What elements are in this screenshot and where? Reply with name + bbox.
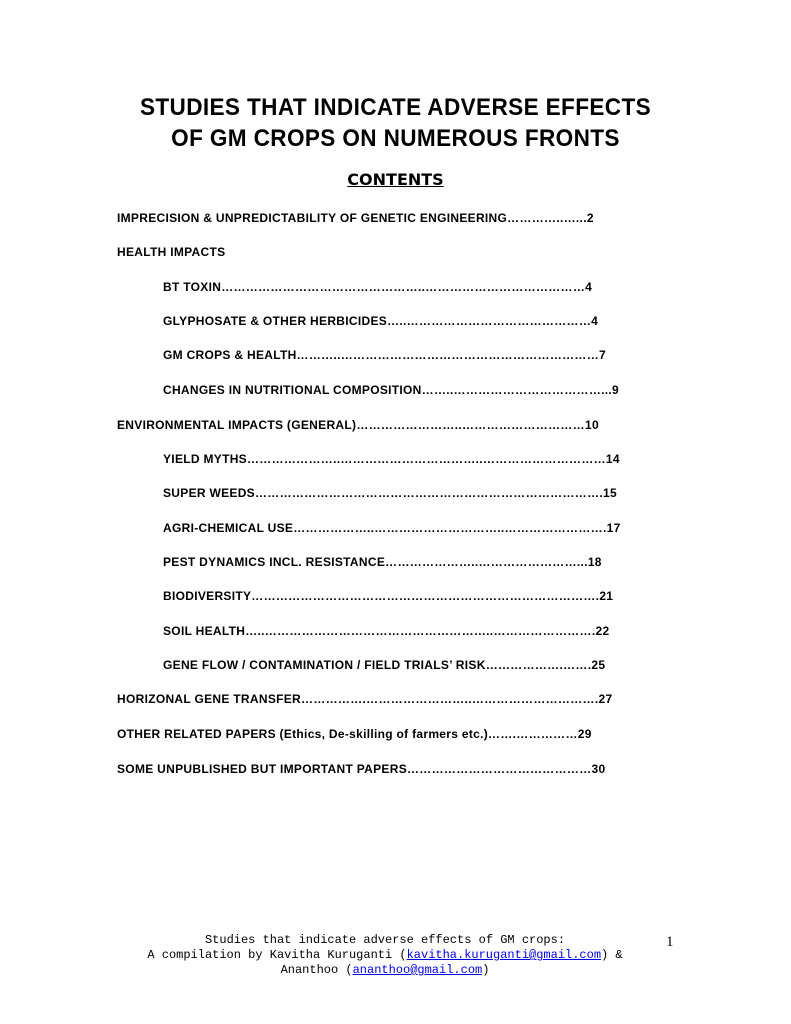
toc-entry-label: ENVIRONMENTAL IMPACTS (GENERAL) bbox=[117, 418, 357, 432]
toc-entry[interactable] bbox=[163, 521, 621, 535]
toc-entry-leader: ……..………………………………... bbox=[421, 383, 613, 397]
toc-entry[interactable] bbox=[163, 452, 620, 466]
toc-entry-label: SOIL HEALTH bbox=[163, 624, 246, 638]
toc-entry-label: GM CROPS & HEALTH bbox=[163, 348, 297, 362]
footer-line-2 bbox=[0, 948, 770, 963]
toc-entry[interactable] bbox=[117, 727, 592, 741]
toc-section-heading[interactable] bbox=[117, 245, 225, 259]
toc-entry-leader: …………………………………………..………………………………… bbox=[221, 280, 586, 294]
page-number: 1 bbox=[666, 934, 674, 950]
toc-entry-page: 18 bbox=[587, 555, 602, 569]
toc-entry-label: HORIZONAL GENE TRANSFER bbox=[117, 692, 302, 706]
footer-text: ) & bbox=[601, 948, 623, 962]
toc-entry-leader: …………….……………………..…………………………. bbox=[301, 692, 599, 706]
title-line-1: STUDIES THAT INDICATE ADVERSE EFFECTS bbox=[139, 94, 652, 121]
toc-entry-label: AGRI-CHEMICAL USE bbox=[163, 521, 294, 535]
toc-entry-label: IMPRECISION & UNPREDICTABILITY OF GENETIC ENGINEERING bbox=[117, 211, 508, 225]
toc-entry[interactable] bbox=[163, 589, 613, 603]
toc-entry[interactable] bbox=[163, 486, 617, 500]
toc-entry-leader: …………..…... bbox=[507, 211, 587, 225]
toc-entry-label: GLYPHOSATE & OTHER HERBICIDES bbox=[163, 314, 388, 328]
toc-entry-leader: …..……………………………………… bbox=[387, 314, 592, 328]
footer-text: A compilation by Kavitha Kuruganti ( bbox=[147, 948, 407, 962]
toc-entry-page: 22 bbox=[595, 624, 610, 638]
toc-entry[interactable] bbox=[163, 658, 605, 672]
toc-entry-label: BIODIVERSITY bbox=[163, 589, 252, 603]
toc-entry-page: 29 bbox=[577, 727, 592, 741]
toc-entry-leader: …………………………………………………………………………. bbox=[251, 589, 600, 603]
toc-entry-leader: …………………..……………………... bbox=[385, 555, 588, 569]
toc-entry[interactable] bbox=[163, 348, 606, 362]
email-link-ananthoo[interactable]: ananthoo@gmail.com bbox=[352, 963, 483, 977]
toc-entry-label: GENE FLOW / CONTAMINATION / FIELD TRIALS’ RISK bbox=[163, 658, 486, 672]
toc-entry-label: SUPER WEEDS bbox=[163, 486, 255, 500]
toc-entry-page: 27 bbox=[598, 692, 613, 706]
contents-heading: CONTENTS bbox=[347, 170, 444, 189]
toc-entry-page: 4 bbox=[585, 280, 593, 294]
toc-entry-page: 7 bbox=[599, 348, 606, 362]
toc-entry-label: YIELD MYTHS bbox=[163, 452, 247, 466]
toc-entry-page: 10 bbox=[584, 418, 599, 432]
toc-entry-leader: ……………….……. bbox=[485, 658, 592, 672]
toc-entry[interactable] bbox=[117, 692, 612, 706]
toc-entry-page: 9 bbox=[612, 383, 620, 397]
toc-entry-page: 4 bbox=[591, 314, 599, 328]
toc-entry[interactable] bbox=[163, 314, 598, 328]
toc-entry-label: PEST DYNAMICS INCL. RESISTANCE bbox=[163, 555, 386, 569]
toc-entry-label: CHANGES IN NUTRITIONAL COMPOSITION bbox=[163, 383, 422, 397]
toc-entry-leader: …………………..……………………………..………………………… bbox=[246, 452, 606, 466]
page-footer bbox=[0, 933, 770, 978]
toc-entry-page: 21 bbox=[599, 589, 614, 603]
footer-line-3 bbox=[0, 963, 770, 978]
toc-entry-page: 14 bbox=[605, 452, 620, 466]
toc-entry-leader: …….…………… bbox=[488, 727, 578, 741]
toc-entry-page: 2 bbox=[586, 211, 594, 225]
toc-entry-leader: ……………………………………… bbox=[407, 762, 592, 776]
footer-text: ) bbox=[482, 963, 490, 977]
toc-entry-leader: ……………………..………………………… bbox=[356, 418, 585, 432]
toc-entry[interactable] bbox=[163, 280, 592, 294]
toc-entry-label: SOME UNPUBLISHED BUT IMPORTANT PAPERS bbox=[117, 762, 407, 776]
toc-entry-leader: …..………………………………………………..……………………. bbox=[245, 624, 596, 638]
toc-entry[interactable] bbox=[163, 624, 609, 638]
toc-entry-label: OTHER RELATED PAPERS (Ethics, De-skilling of farmers etc.) bbox=[117, 727, 489, 741]
toc-entry[interactable] bbox=[163, 555, 602, 569]
toc-entry[interactable] bbox=[117, 762, 605, 776]
toc-entry[interactable] bbox=[117, 211, 594, 225]
footer-text: Ananthoo ( bbox=[280, 963, 353, 977]
toc-entry-label: BT TOXIN bbox=[163, 280, 222, 294]
toc-entry-label: HEALTH IMPACTS bbox=[117, 245, 226, 259]
toc-entry-leader: ………..……………………………………………………… bbox=[296, 348, 600, 362]
toc-entry-leader: …………………………………………………………………………. bbox=[254, 486, 604, 500]
toc-entry[interactable] bbox=[117, 418, 599, 432]
toc-entry-page: 30 bbox=[591, 762, 606, 776]
toc-entry-leader: ………………..…………………………..……………………. bbox=[293, 521, 607, 535]
toc-entry-page: 25 bbox=[591, 658, 606, 672]
footer-line-1: Studies that indicate adverse effects of GM crops: bbox=[204, 933, 566, 947]
title-line-2: OF GM CROPS ON NUMEROUS FRONTS bbox=[171, 125, 620, 152]
email-link-kavitha[interactable]: kavitha.kuruganti@gmail.com bbox=[406, 948, 602, 962]
toc-entry-page: 15 bbox=[603, 486, 617, 500]
toc-entry[interactable] bbox=[163, 383, 619, 397]
toc-entry-page: 17 bbox=[606, 521, 621, 535]
